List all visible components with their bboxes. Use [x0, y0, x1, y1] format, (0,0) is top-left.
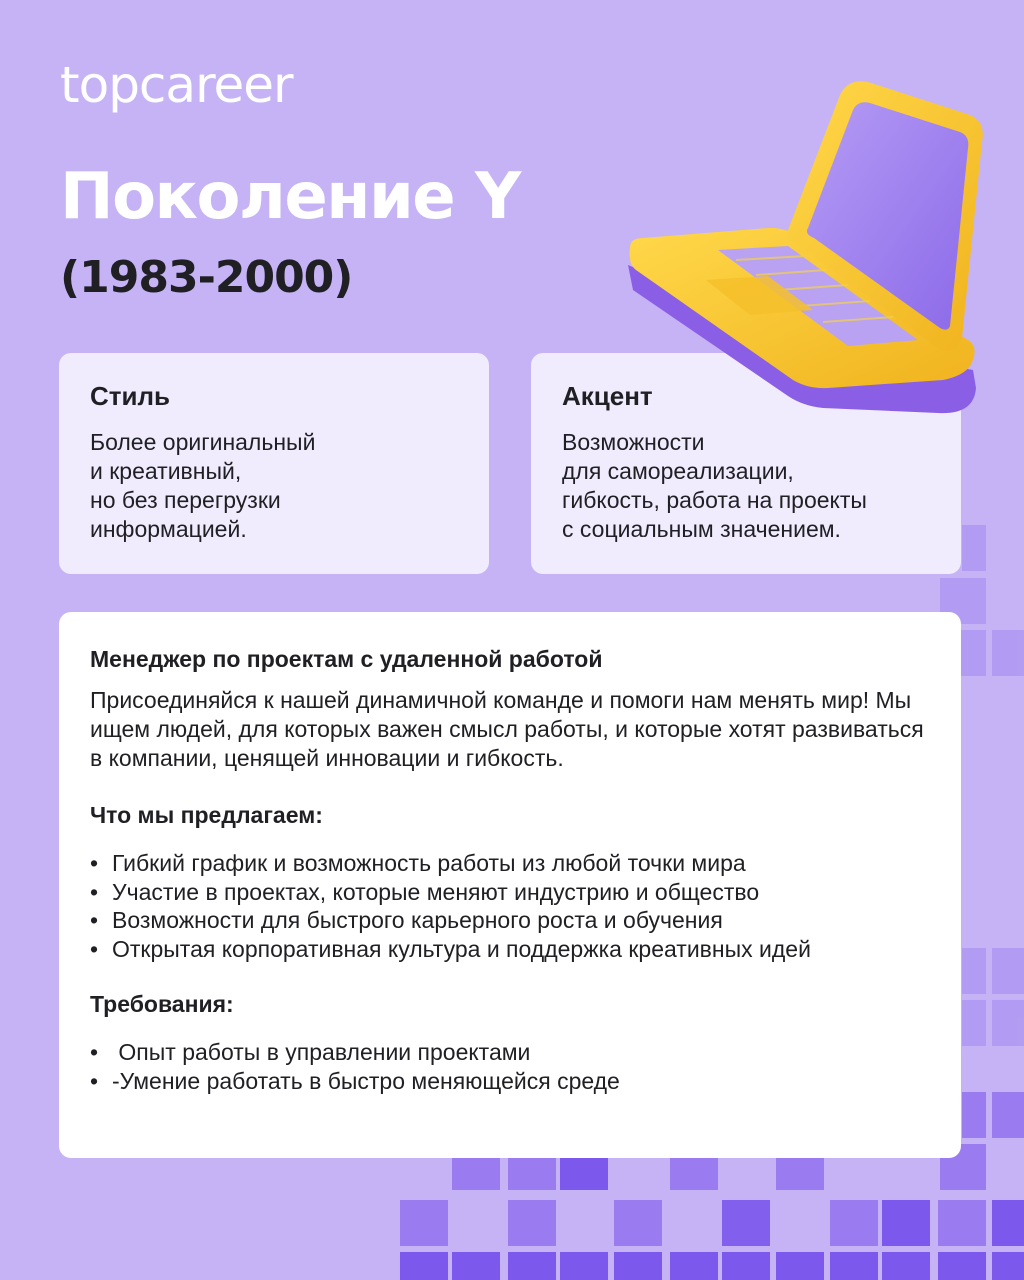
accent-card-text: Возможности для самореализации, гибкость, работа на проекты с социальным значением.: [562, 429, 867, 542]
list-item: • Участие в проектах, которые меняют индустрию и общество: [90, 878, 930, 907]
requirements-heading: Требования:: [90, 991, 234, 1017]
list-item: • Возможности для быстрого карьерного роста и обучения: [90, 906, 930, 935]
style-card: [59, 353, 489, 574]
page-title: Поколение Y: [60, 160, 520, 234]
style-card-text: Более оригинальный и креативный, но без перегрузки информацией.: [90, 429, 316, 542]
offer-list: [90, 849, 930, 963]
years-subtitle: (1983-2000): [60, 252, 353, 303]
job-title: Менеджер по проектам с удаленной работой: [90, 646, 603, 672]
laptop-illustration: [618, 70, 983, 420]
job-card: [59, 612, 961, 1158]
list-item: • Гибкий график и возможность работы из любой точки мира: [90, 849, 930, 878]
list-item: • Опыт работы в управлении проектами: [90, 1038, 930, 1067]
style-card-title: Стиль: [90, 381, 170, 411]
offer-heading: Что мы предлагаем:: [90, 802, 323, 828]
list-item: • -Умение работать в быстро меняющейся среде: [90, 1067, 930, 1096]
requirements-list: [90, 1038, 930, 1095]
list-item: • Открытая корпоративная культура и поддержка креативных идей: [90, 935, 930, 964]
accent-card-title: Акцент: [562, 381, 653, 411]
job-intro: Присоединяйся к нашей динамичной команде и помоги нам менять мир! Мы ищем людей, для которых важен смысл работы, и которые хотят развиваться в компании, ценящей инновации и гибкость.: [90, 687, 924, 771]
brand-logo: topcareer: [60, 56, 293, 114]
